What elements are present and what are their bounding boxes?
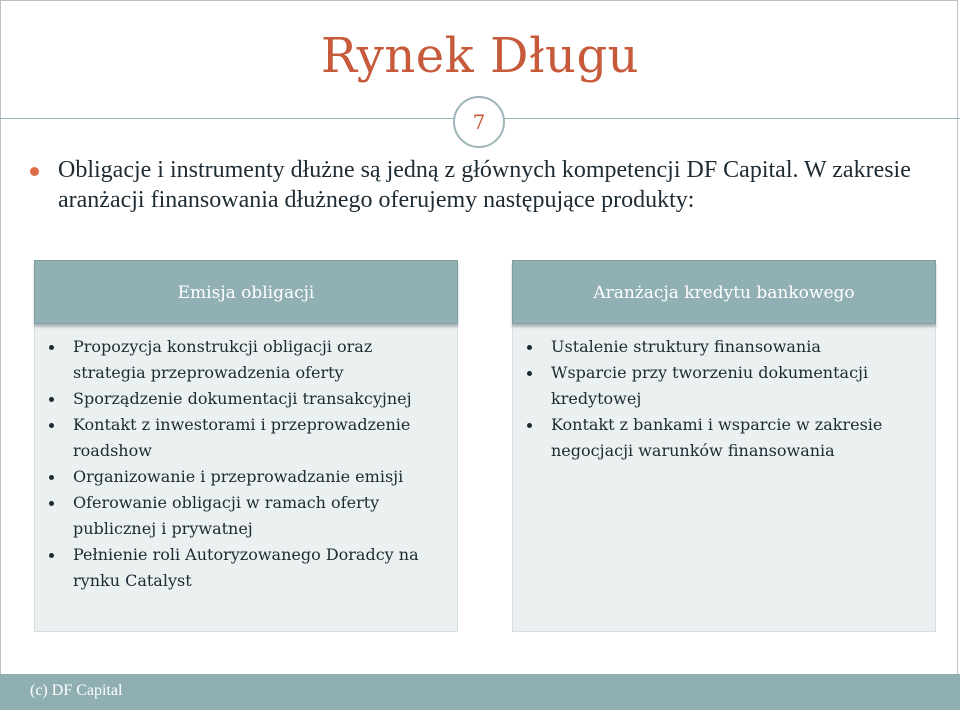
page-number-badge: 7: [453, 96, 505, 148]
footer-copyright: (c) DF Capital: [30, 682, 123, 699]
bullet-list: [47, 334, 441, 594]
bullet-list: [525, 334, 919, 464]
column-body: [34, 324, 458, 632]
column-header-bond-issuance: Emisja obligacji: [34, 260, 458, 324]
list-item: Kontakt z inwestorami i przeprowadzenie roadshow: [47, 412, 441, 464]
column-bond-issuance: [34, 260, 458, 632]
intro-text: Obligacje i instrumenty dłużne są jedną z głównych kompetencji DF Capital. W zakresie aranżacji finansowania dłużnego oferujemy następujące produkty:: [58, 157, 911, 213]
list-item: Organizowanie i przeprowadzanie emisji: [47, 464, 441, 490]
list-item: Propozycja konstrukcji obligacji oraz strategia przeprowadzenia oferty: [47, 334, 441, 386]
list-item: Pełnienie roli Autoryzowanego Doradcy na rynku Catalyst: [47, 542, 441, 594]
slide-title: Rynek Długu: [320, 28, 640, 84]
column-bank-loan: [512, 260, 936, 632]
column-header-bank-loan: Aranżacja kredytu bankowego: [512, 260, 936, 324]
intro-paragraph: [30, 155, 940, 215]
bullet-dot-icon: [30, 167, 39, 176]
list-item: Ustalenie struktury finansowania: [525, 334, 919, 360]
column-body: [512, 324, 936, 632]
list-item: Kontakt z bankami i wsparcie w zakresie negocjacji warunków finansowania: [525, 412, 919, 464]
list-item: Oferowanie obligacji w ramach oferty publicznej i prywatnej: [47, 490, 441, 542]
list-item: Wsparcie przy tworzeniu dokumentacji kredytowej: [525, 360, 919, 412]
list-item: Sporządzenie dokumentacji transakcyjnej: [47, 386, 441, 412]
footer-bar: [0, 674, 960, 710]
